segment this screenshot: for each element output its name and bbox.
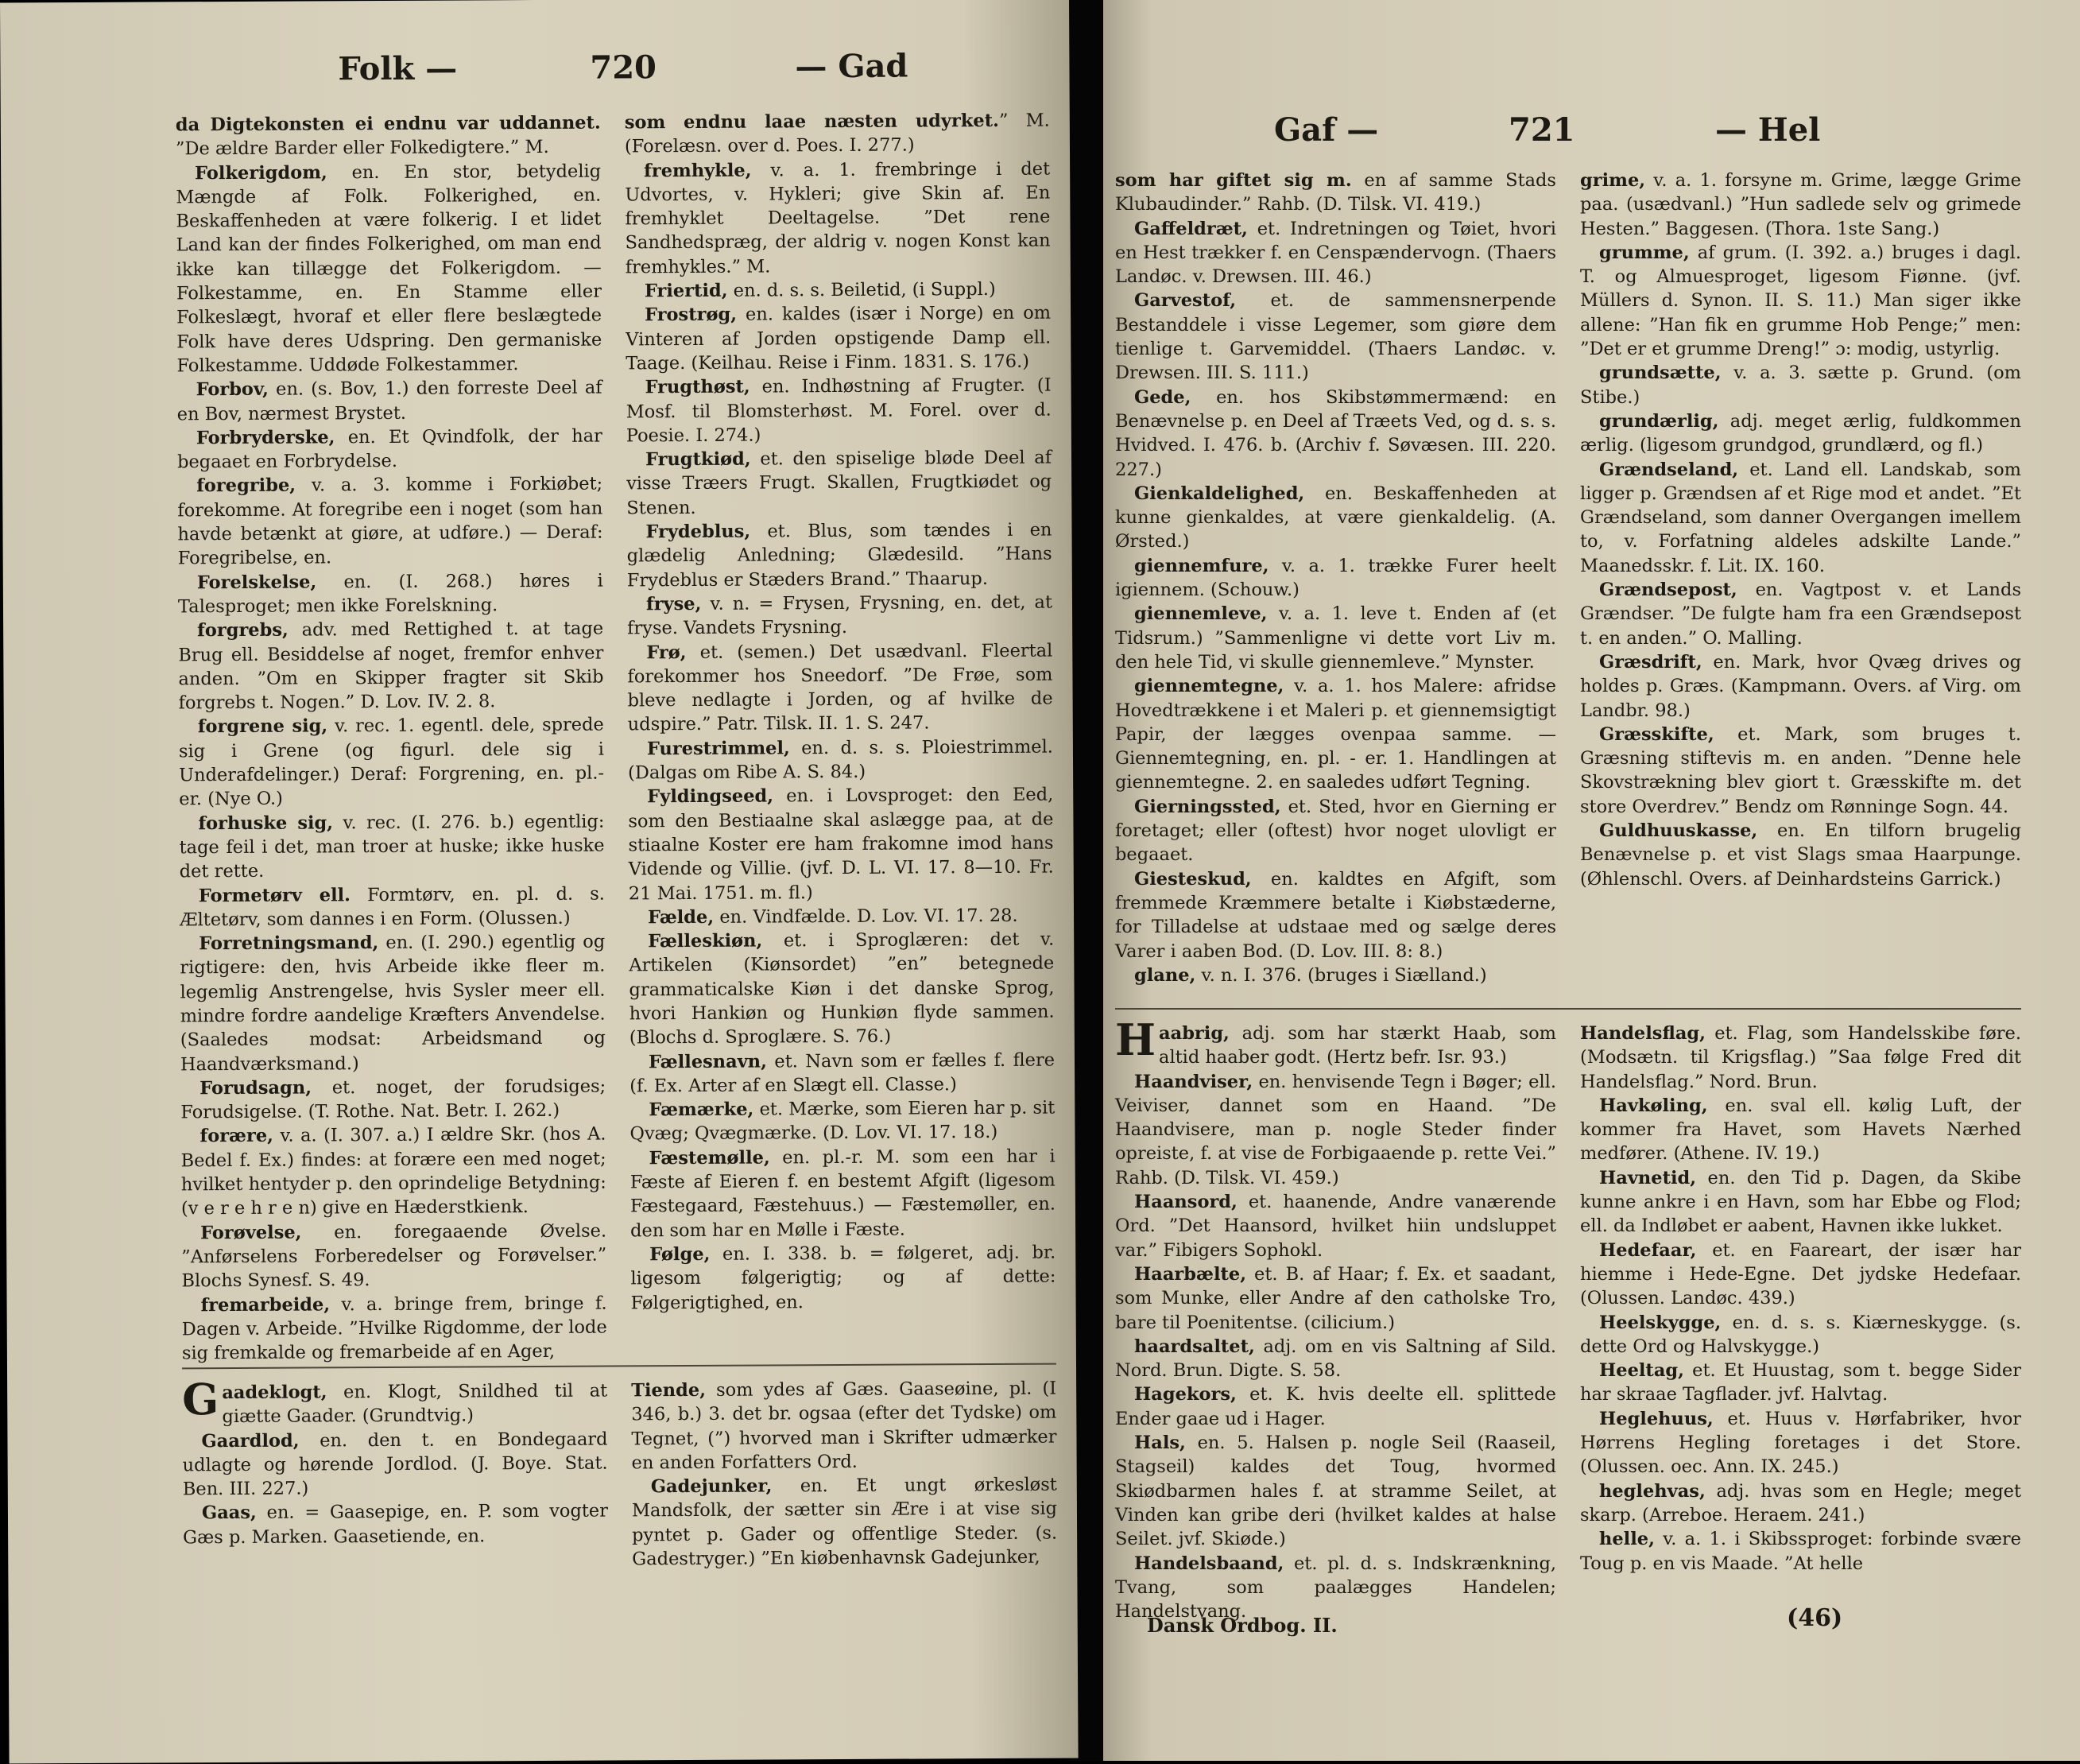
dictionary-entry: Haarbælte, et. B. af Haar; f. Ex. et saadant, som Munke, eller Andre af den catholske Tro, bare til Poenitentse. (cilicium.)	[1115, 1263, 1563, 1333]
section-divider	[1115, 1008, 2021, 1010]
dictionary-entry: Følge, en. I. 338. b. = følgeret, adj. br. ligesom følgerigtig; og af dette: Følgerigtighed, en.	[630, 1242, 1062, 1313]
dictionary-entry: Forelskelse, en. (I. 268.) høres i Talesproget; men ikke Forelskning.	[177, 570, 610, 618]
dictionary-entry: Fæstemølle, en. pl.-r. M. som een har i Fæste af Eieren f. en bestemt Afgift (ligesom Fæstegaard, Fæstehuus.) — Fæstemøller, en. den som har en Mølle i Fæste.	[629, 1146, 1062, 1242]
dictionary-entry: glane, v. n. I. 376. (bruges i Siælland.)	[1134, 964, 1487, 986]
dictionary-entry: heglehvas, adj. hvas som en Hegle; meget skarp. (Arreboe. Heraem. 241.)	[1580, 1480, 2028, 1526]
dictionary-entry: Furestrimmel, en. d. s. s. Ploiestrimmel. (Dalgas om Ribe A. S. 84.)	[628, 736, 1059, 784]
dictionary-entry: Haabrig, adj. som har stærkt Haab, som altid haaber godt. (Hertz befr. Isr. 93.)	[1115, 1014, 1563, 1068]
dictionary-entry: Forretningsmand, en. (I. 290.) egentlig og rigtigere: den, hvis Arbeide ikke fleer m. legemlig Anstrengelse, hvis Sysler meer ell. mindre fordre aandelige Kræfters Anvendelse. (Saaledes modsat: Arbeidsmand og Haandværksmand.)	[180, 931, 612, 1075]
dictionary-entry: Gierningssted, et. Sted, hvor en Gierning er foretaget; eller (oftest) hvor noget ulovligt er begaaet.	[1115, 796, 1563, 866]
left-page-number: 720	[590, 48, 657, 87]
dictionary-entry: Fæmærke, et. Mærke, som Eieren har p. sit Qvæg; Qvægmærke. (D. Lov. VI. 17. 18.)	[629, 1097, 1061, 1145]
dictionary-entry: Grændseland, et. Land ell. Landskab, som ligger p. Grændsen af et Rige mod et andet. ”Et Grændseland, som danner Overgangen imellem to, v. Forfatning aldeles adskilte Lande.” Maanedsskr. f. Lit. IX. 160.	[1580, 459, 2028, 576]
dictionary-entry: grundærlig, adj. meget ærlig, fuldkommen ærlig. (ligesom grundgod, grundlærd, og fl.)	[1580, 410, 2028, 456]
dictionary-entry: Heglehuus, et. Huus v. Hørfabriker, hvor Hørrens Hegling foretages i det Store. (Olussen. oec. Ann. IX. 245.)	[1580, 1408, 2028, 1478]
dictionary-entry: Forøvelse, en. foregaaende Øvelse. ”Anførselens Forberedelser og Forøvelser.” Blochs Synesf. S. 49.	[181, 1220, 613, 1292]
dictionary-entry: Guldhuuskasse, en. En tilforn brugelig Benævnelse p. et vist Slags smaa Haarpunge. (Øhlenschl. Overs. af Deinhardsteins Garrick.)	[1580, 820, 2028, 890]
right-section-h-column-1	[1115, 1014, 1563, 1623]
left-header-guide-word-end: — Gad	[795, 47, 908, 86]
dictionary-entry: fremarbeide, v. a. bringe frem, bringe f. Dagen v. Arbeide. ”Hvilke Rigdomme, der lode sig fremkalde og fremarbeide af en Ager,	[181, 1293, 613, 1364]
dictionary-entry: som endnu laae næsten udyrket.” M. (Forelæsn. over d. Poes. I. 277.)	[624, 110, 1056, 157]
dictionary-entry: Frugtkiød, et. den spiselige bløde Deel af visse Træers Frugt. Skallen, Frugtkiødet og Stenen.	[626, 447, 1058, 519]
dictionary-entry: Forudsagn, et. noget, der forudsiges; Forudsigelse. (T. Rothe. Nat. Betr. I. 262.)	[180, 1076, 612, 1123]
dictionary-entry: Havkøling, en. sval ell. kølig Luft, der kommer fra Havet, som Havets Nærhed medfører. (Athene. IV. 19.)	[1580, 1095, 2028, 1165]
dictionary-entry: giennemtegne, v. a. 1. hos Malere: afridse Hovedtrækkene i et Maleri p. et giennemsigtigt Papir, der lægges ovenpaa samme. — Giennemtegning, en. pl. - er. 1. Handlingen at giennemtegne. 2. en saaledes udført Tegning.	[1115, 676, 1563, 793]
dictionary-entry: Handelsbaand, et. pl. d. s. Indskrænkning, Tvang, som paalægges Handelen; Handelstvang.	[1115, 1553, 1563, 1622]
dictionary-entry: Grændsepost, en. Vagtpost v. et Lands Grændser. ”De fulgte ham fra een Grændsepost t. en anden.” O. Malling.	[1580, 580, 2028, 649]
dictionary-entry: Heeltag, et. Et Huustag, som t. begge Sider har skraae Tagflader. jvf. Halvtag.	[1580, 1360, 2028, 1405]
dictionary-entry: Gede, en. hos Skibstømmermænd: en Benævnelse p. en Deel af Træets Ved, og d. s. s. Hvidved. I. 476. b. (Archiv f. Søvæsen. III. 220. 227.)	[1115, 386, 1563, 480]
dictionary-entry: helle, v. a. 1. i Skibssproget: forbinde svære Toug p. en vis Maade. ”At helle	[1580, 1529, 2028, 1574]
dictionary-entry: haardsaltet, adj. om en vis Saltning af Sild. Nord. Brun. Digte. S. 58.	[1115, 1336, 1563, 1382]
dictionary-entry: Gaas, en. = Gaasepige, en. P. som vogter Gæs p. Marken. Gaasetiende, en.	[183, 1500, 614, 1549]
dictionary-entry: Frostrøg, en. kaldes (især i Norge) en om Vinteren af Jorden opstigende Damp ell. Taage. (Keilhau. Reise i Finm. 1831. S. 176.)	[626, 302, 1057, 374]
right-header-guide-word: Gaf —	[1274, 111, 1379, 149]
dictionary-entry: grundsætte, v. a. 3. sætte p. Grund. (om Stibe.)	[1580, 362, 2028, 408]
dictionary-entry: fryse, v. n. = Frysen, Frysning, en. det, at fryse. Vandets Frysning.	[627, 591, 1059, 639]
signature-mark: Dansk Ordbog. II.	[1147, 1614, 1338, 1637]
section-initial: H	[1115, 1014, 1156, 1065]
dictionary-entry: som har giftet sig m. en af samme Stads Klubaudinder.” Rahb. (D. Tilsk. VI. 419.)	[1115, 170, 1563, 215]
dictionary-entry: Haansord, et. haanende, Andre vanærende Ord. ”Det Haansord, hvilket hiin undsluppet var.” Fibigers Sophokl.	[1115, 1192, 1563, 1261]
dictionary-entry: Tiende, som ydes af Gæs. Gaaseøine, pl. (I 346, b.) 3. det br. ogsaa (efter det Tydske) om Tegnet, (”) hvorved man i Skrifter udmærker en anden Forfatters Ord.	[631, 1378, 1063, 1474]
dictionary-entry: Gienkaldelighed, en. Beskaffenheden at kunne gienkaldes, at være gienkaldelig. (A. Ørsted.)	[1115, 483, 1563, 552]
dictionary-entry: Heelskygge, en. d. s. s. Kiærneskygge. (s. dette Ord og Halvskygge.)	[1580, 1312, 2028, 1357]
right-page	[1103, 0, 2080, 1761]
dictionary-entry: forære, v. a. (I. 307. a.) I ældre Skr. (hos A. Bedel f. Ex.) findes: at forære een med noget; hvilket hentyder p. den oprindelige Betydning: (v e r e h r e n) give en Hæderstkienk.	[180, 1123, 613, 1219]
left-column-2	[624, 109, 1062, 1316]
dictionary-entry: Gaadeklogt, en. Klogt, Snildhed til at giætte Gaader. (Grundtvig.)	[182, 1374, 614, 1428]
dictionary-entry: Forbov, en. (s. Bov, 1.) den forreste Deel af en Bov, nærmest Brystet.	[176, 377, 608, 425]
dictionary-entry: Havnetid, en. den Tid p. Dagen, da Skibe kunne ankre i en Havn, som har Ebbe og Flod; ell. da Indløbet er aabent, Havnen ikke lukket.	[1580, 1167, 2028, 1237]
dictionary-entry: Fællesnavn, et. Navn som er fælles f. flere (f. Ex. Arter af en Slægt ell. Classe.)	[629, 1049, 1061, 1097]
dictionary-entry: Fyldingseed, en. i Lovsproget: den Eed, som den Bestiaalne skal aslægge paa, at de stiaalne Koster ere ham frakomne imod hans Vidende og Villie. (jvf. D. L. VI. 17. 8—10. Fr. 21 Mai. 1751. m. fl.)	[628, 784, 1059, 904]
dictionary-entry: forgrebs, adv. med Rettighed t. at tage Brug ell. Besiddelse af noget, fremfor enhver anden. ”Om en Skipper fragter sit Skib forgrebs t. Nogen.” D. Lov. IV. 2. 8.	[178, 618, 610, 714]
dictionary-entry: Handelsflag, et. Flag, som Handelsskibe føre. (Modsætn. til Krigsflag.) ”Saa følge Fred dit Handelsflag.” Nord. Brun.	[1580, 1023, 2028, 1092]
right-column-1	[1115, 169, 1563, 987]
sheet-number: (46)	[1787, 1604, 1843, 1632]
dictionary-entry: Frø, et. (semen.) Det usædvanl. Fleertal forekommer hos Sneedorf. ”De Frøe, som bleve nedlagte i Jorden, og af hvilke de udspire.” Patr. Tilsk. II. 1. S. 247.	[627, 640, 1059, 735]
section-initial: G	[182, 1374, 219, 1425]
right-section-h-column-2	[1580, 1022, 2028, 1576]
dictionary-entry: Formetørv ell. Formtørv, en. pl. d. s. Æltetørv, som dannes i en Form. (Olussen.)	[179, 883, 611, 931]
dictionary-entry: da Digtekonsten ei endnu var uddannet. ”De ældre Barder eller Folkedigtere.” M.	[175, 112, 607, 160]
dictionary-entry: Hedefaar, et. en Faareart, der især har hiemme i Hede-Egne. Det jydske Hedefaar. (Olussen. Landøc. 439.)	[1580, 1239, 2028, 1309]
dictionary-entry: giennemleve, v. a. 1. leve t. Enden af (et Tidsrum.) ”Sammenligne vi dette vort Liv m. den hele Tid, vi skulle giennemleve.” Mynster.	[1115, 603, 1563, 673]
dictionary-entry: Garvestof, et. de sammensnerpende Bestanddele i visse Legemer, som giøre dem tienlige t. Garvemiddel. (Thaers Landøc. v. Drewsen. III. S. 111.)	[1115, 290, 1563, 384]
dictionary-entry: Græsskifte, et. Mark, som bruges t. Græsning stiftevis m. en anden. ”Denne hele Skovstrækning blev giort t. Græsskifte m. det store Overdrev.” Bendz om Rønninge Sogn. 44.	[1580, 723, 2028, 817]
dictionary-entry: forhuske sig, v. rec. (I. 276. b.) egentlig: tage feil i det, man troer at huske; ikke huske det rette.	[179, 811, 610, 882]
dictionary-entry: Fælleskiøn, et. i Sproglæren: det v. Artikelen (Kiønsordet) ”en” betegnede grammaticalske Kiøn i det danske Sprog, hvori Hankiøn og Hunkiøn flyde sammen. (Blochs d. Sproglære. S. 76.)	[629, 929, 1060, 1049]
dictionary-entry: Friertid, en. d. s. s. Beiletid, (i Suppl.)	[644, 279, 996, 302]
dictionary-entry: Gaardlod, en. den t. en Bondegaard udlagte og hørende Jordlod. (J. Boye. Stat. Ben. III. 227.)	[182, 1429, 614, 1500]
dictionary-entry: Græsdrift, en. Mark, hvor Qvæg drives og holdes p. Græs. (Kampmann. Overs. af Virg. om Landbr. 98.)	[1580, 651, 2028, 721]
right-page-number: 721	[1509, 111, 1575, 149]
left-section-g-column-2	[631, 1377, 1063, 1572]
dictionary-entry: forgrene sig, v. rec. 1. egentl. dele, sprede sig i Grene (og figurl. dele sig i Underafdelinger.) Deraf: Forgrening, en. pl.-er. (Nye O.)	[178, 714, 610, 810]
right-header-guide-word-end: — Hel	[1715, 111, 1821, 149]
dictionary-entry: Fælde, en. Vindfælde. D. Lov. VI. 17. 28.	[647, 905, 1018, 929]
dictionary-entry: Hagekors, et. K. hvis deelte ell. splittede Ender gaae ud i Hager.	[1115, 1384, 1563, 1429]
dictionary-entry: fremhykle, v. a. 1. frembringe i det Udvortes, v. Hykleri; give Skin af. En fremhyklet Deeltagelse. ”Det rene Sandhedspræg, der aldrig v. nogen Konst kan fremhykles.” M.	[625, 158, 1056, 278]
dictionary-entry: Frydeblus, et. Blus, som tændes i en glædelig Anledning; Glædesild. ”Hans Frydeblus er Stæders Brand.” Thaarup.	[626, 519, 1058, 591]
dictionary-entry: grumme, af grum. (I. 392. a.) bruges i dagl. T. og Almuesproget, ligesom Fiønne. (jvf. Müllers d. Synon. II. S. 11.) Man siger ikke allene: ”Han fik en grumme Hob Penge;” men: ”Det er et grumme Dreng!” ɔ: modig, ustyrlig.	[1580, 242, 2028, 360]
dictionary-entry: Hals, en. 5. Halsen p. nogle Seil (Raaseil, Stagseil) kaldes det Toug, hvormed Skiødbarmen hales f. at stramme Seilet, at Vinden kan gribe deri (hvilket kaldes at halse Seilet. jvf. Skiøde.)	[1115, 1433, 1563, 1550]
dictionary-entry: Gadejunker, en. Et ungt ørkesløst Mandsfolk, der sætter sin Ære i at vise sig pyntet p. Gader og offentlige Steder. (s. Gadestryger.) ”En kiøbenhavnsk Gadejunker,	[631, 1474, 1063, 1570]
dictionary-entry: giennemfure, v. a. 1. trække Furer heelt igiennem. (Schouw.)	[1115, 555, 1563, 601]
right-column-2	[1580, 169, 2028, 891]
dictionary-entry: Haandviser, en. henvisende Tegn i Bøger; ell. Veiviser, dannet som en Haand. ”De Haandvisere, man p. nogle Steder finder opreiste, f. at vise de Forbigaaende p. rette Vei.” Rahb. (D. Tilsk. VI. 459.)	[1115, 1071, 1563, 1188]
left-section-g-column-1	[182, 1374, 614, 1550]
left-header-guide-word: Folk —	[338, 49, 458, 88]
dictionary-entry: Forbryderske, en. Et Qvindfolk, der har begaaet en Forbrydelse.	[176, 425, 609, 473]
dictionary-entry: Giesteskud, en. kaldtes en Afgift, som fremmede Kræmmere betalte i Kiøbstæderne, for Tilladelse at udstaae med og sælge deres Varer i aaben Bod. (D. Lov. III. 8: 8.)	[1115, 868, 1563, 962]
dictionary-entry: foregribe, v. a. 3. komme i Forkiøbet; forekomme. At foregribe een i noget (som han havde betænkt at giøre, at udføre.) — Deraf: Foregribelse, en.	[177, 473, 609, 569]
dictionary-entry: Gaffeldræt, et. Indretningen og Tøiet, hvori en Hest trækker f. en Censpændervogn. (Thaers Landøc. v. Drewsen. III. 46.)	[1115, 218, 1563, 288]
dictionary-entry: Frugthøst, en. Indhøstning af Frugter. (I Mosf. til Blomsterhøst. M. Forel. over d. Poesie. I. 274.)	[626, 374, 1057, 447]
dictionary-entry: Folkerigdom, en. En stor, betydelig Mængde af Folk. Folkerighed, en. Beskaffenheden at være folkerig. I et lidet Land kan der findes Folkerighed, om man end ikke kan tillægge det Folkerigdom. — Folkestamme, en. En Stamme eller Folkeslægt, hvoraf et eller flere beslægtede Folk have deres Udspring. Den germaniske Folkestamme. Uddøde Folkestammer.	[176, 161, 608, 377]
left-column-1	[175, 111, 613, 1366]
dictionary-entry: grime, v. a. 1. forsyne m. Grime, lægge Grime paa. (usædvanl.) ”Hun sadlede selv og grimede Hesten.” Baggesen. (Thora. 1ste Sang.)	[1580, 170, 2028, 239]
